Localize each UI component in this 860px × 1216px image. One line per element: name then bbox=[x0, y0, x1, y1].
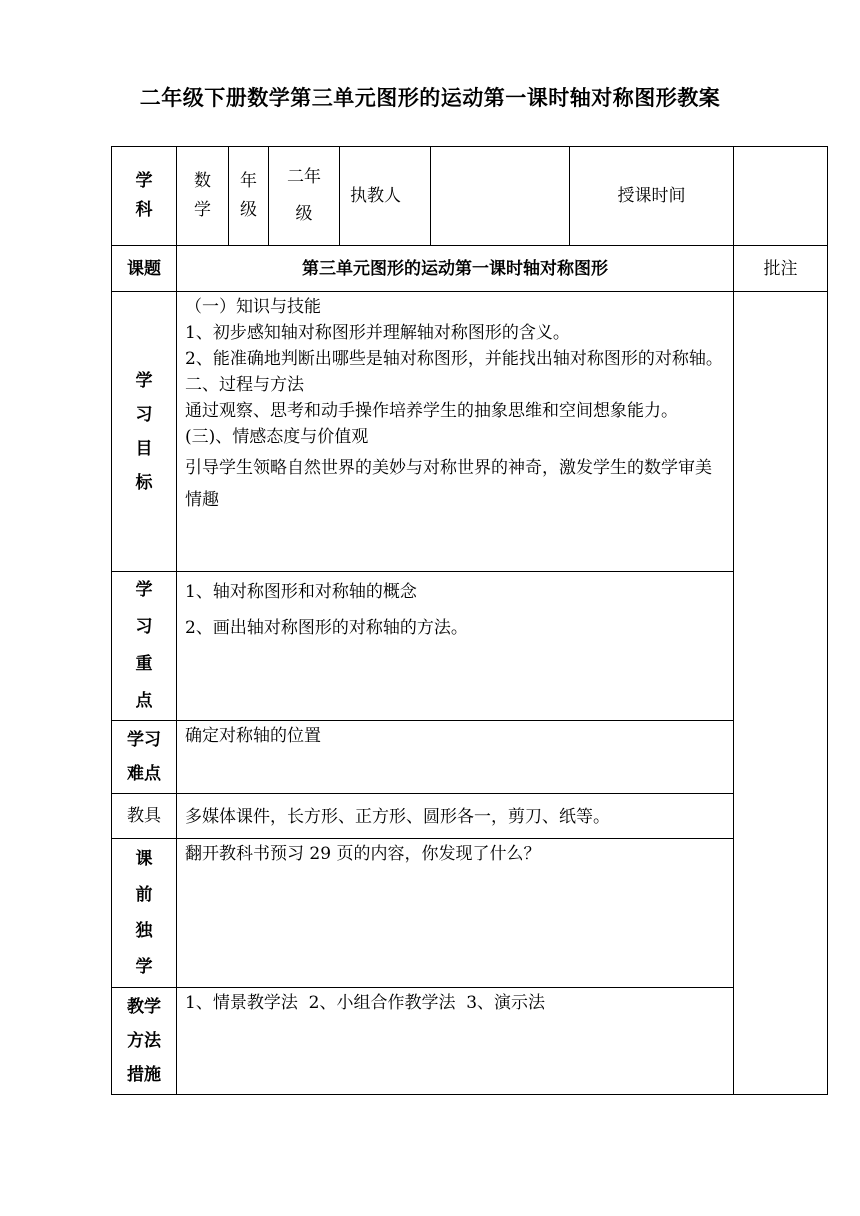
key-points-content bbox=[177, 572, 734, 721]
teacher-value-cell bbox=[431, 147, 570, 246]
notes-column bbox=[734, 292, 828, 1095]
subject-value: 数学 bbox=[194, 171, 211, 220]
topic-value-cell bbox=[177, 246, 734, 292]
objectives-content bbox=[177, 292, 734, 572]
topic-value: 第三单元图形的运动第一课时轴对称图形 bbox=[302, 258, 608, 279]
difficulties-label-cell bbox=[112, 721, 177, 794]
key-point-1: 1、轴对称图形和对称轴的概念 bbox=[185, 582, 417, 602]
tools-label-cell bbox=[112, 794, 177, 839]
objective-line-4: 引导学生领略自然世界的美妙与对称世界的神奇，激发学生的数学审美情趣 bbox=[185, 458, 712, 510]
difficulties-content bbox=[177, 721, 734, 794]
topic-label: 课题 bbox=[127, 258, 161, 279]
document-title: 二年级下册数学第三单元图形的运动第一课时轴对称图形教案 bbox=[139, 85, 721, 110]
lesson-plan-table bbox=[111, 146, 828, 1095]
grade-value: 二年级 bbox=[287, 167, 321, 224]
time-label: 授课时间 bbox=[617, 186, 686, 206]
preview-label-cell bbox=[112, 839, 177, 988]
key-points-label: 学习重点 bbox=[135, 580, 153, 711]
objective-heading-2: 二、过程与方法 bbox=[185, 375, 304, 395]
notes-label: 批注 bbox=[763, 258, 798, 279]
methods-content bbox=[177, 988, 734, 1095]
objective-line-3: 通过观察、思考和动手操作培养学生的抽象思维和空间想象能力。 bbox=[185, 401, 678, 421]
subject-label: 学科 bbox=[135, 171, 153, 220]
preview-row bbox=[112, 839, 828, 988]
difficulties-value: 确定对称轴的位置 bbox=[185, 726, 321, 746]
notes-label-cell bbox=[734, 246, 828, 292]
objectives-row bbox=[112, 292, 828, 572]
objective-heading-1: （一）知识与技能 bbox=[185, 297, 321, 317]
subject-value-cell bbox=[177, 147, 229, 246]
time-value-cell bbox=[734, 147, 828, 246]
header-row bbox=[112, 147, 828, 246]
tools-value: 多媒体课件，长方形、正方形、圆形各一，剪刀、纸等。 bbox=[185, 807, 610, 827]
difficulties-label: 学习难点 bbox=[127, 730, 161, 784]
tools-row bbox=[112, 794, 828, 839]
teacher-label: 执教人 bbox=[350, 186, 401, 206]
topic-row bbox=[112, 246, 828, 292]
key-point-2: 2、画出轴对称图形的对称轴的方法。 bbox=[185, 618, 468, 638]
subject-label-cell bbox=[112, 147, 177, 246]
grade-label-cell bbox=[229, 147, 269, 246]
objective-heading-3: (三)、情感态度与价值观 bbox=[185, 427, 369, 447]
time-label-cell bbox=[570, 147, 734, 246]
methods-label: 教学方法措施 bbox=[127, 997, 161, 1085]
methods-row bbox=[112, 988, 828, 1095]
difficulties-row bbox=[112, 721, 828, 794]
preview-label: 课前独学 bbox=[135, 849, 153, 977]
preview-content bbox=[177, 839, 734, 988]
objectives-label-cell bbox=[112, 292, 177, 572]
methods-label-cell bbox=[112, 988, 177, 1095]
key-points-label-cell bbox=[112, 572, 177, 721]
objectives-label: 学习目标 bbox=[135, 370, 153, 493]
topic-label-cell bbox=[112, 246, 177, 292]
grade-value-cell bbox=[269, 147, 340, 246]
teacher-label-cell bbox=[340, 147, 431, 246]
methods-value: 1、情景教学法 2、小组合作教学法 3、演示法 bbox=[185, 993, 546, 1013]
preview-value: 翻开教科书预习 29 页的内容，你发现了什么？ bbox=[185, 844, 541, 864]
key-points-row bbox=[112, 572, 828, 721]
objective-line-2: 2、能准确地判断出哪些是轴对称图形，并能找出轴对称图形的对称轴。 bbox=[185, 349, 723, 369]
objective-line-1: 1、初步感知轴对称图形并理解轴对称图形的含义。 bbox=[185, 323, 570, 343]
grade-label: 年级 bbox=[240, 171, 257, 220]
tools-label: 教具 bbox=[127, 806, 161, 826]
tools-content bbox=[177, 794, 734, 839]
